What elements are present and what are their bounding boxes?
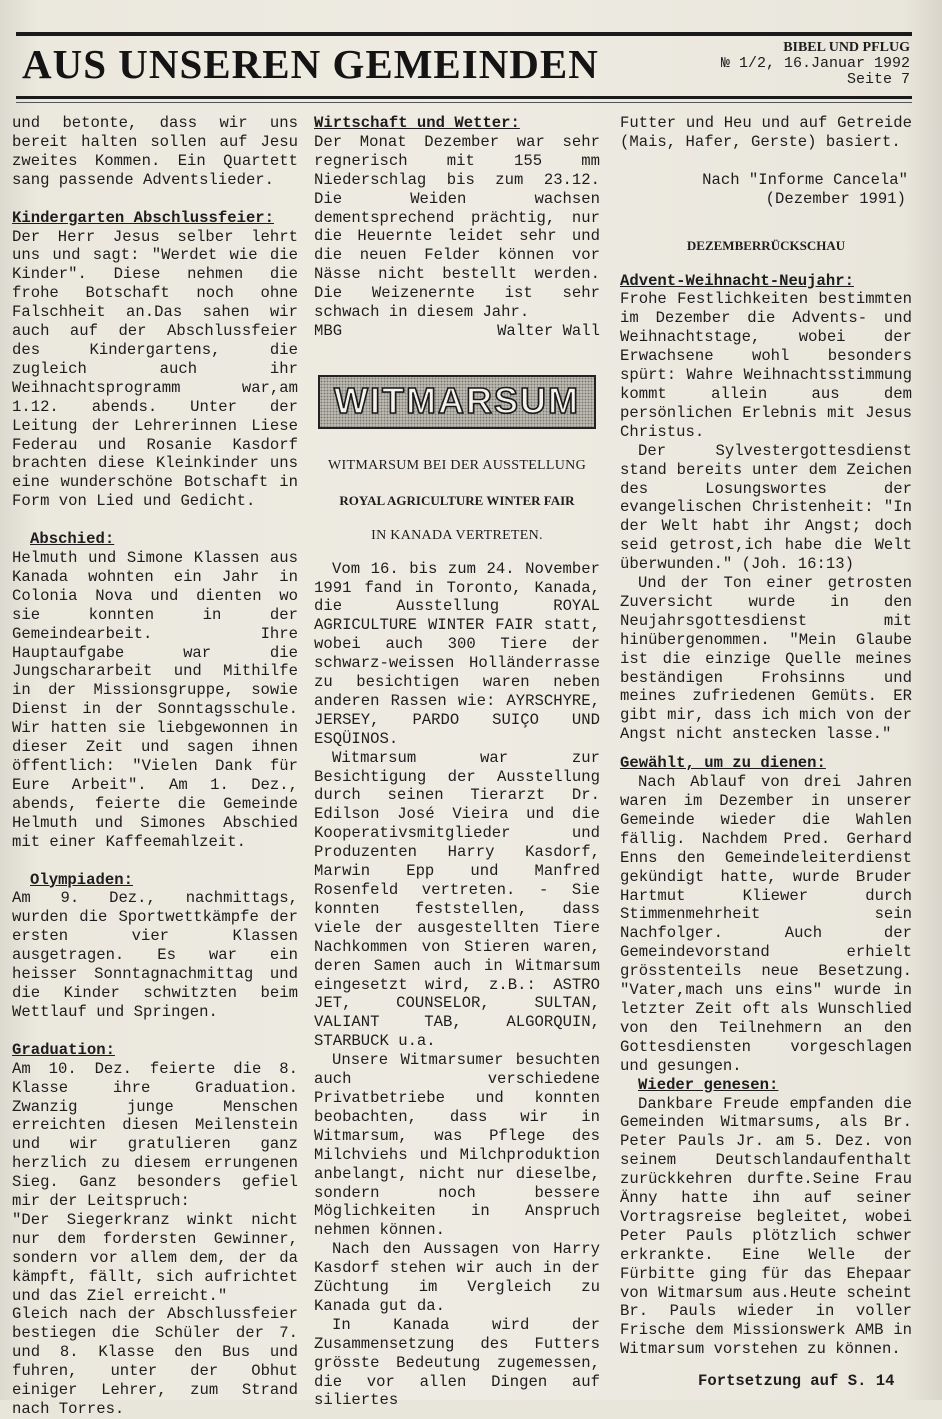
witmarsum-logo (318, 375, 596, 429)
abschied-text: Helmuth und Simone Klassen aus Kanada wohnten ein Jahr in Colonia Nova und dienten wo sie konnten in der Gemeindearbeit. Ihre Hauptaufgabe war die Jungschararbeit und Mithilfe in der Missionsgruppe, sowie Dienst in der Sonntagsschule. Wir hatten sie liebgewonnen in dieser Zeit und sagen ihnen öffentlich: "Vielen Dank für Eure Arbeit". Am 1. Dez., abends, feierte die Gemeinde Helmuth und Simones Abschied mit einer Kaffeemahlzeit. (12, 549, 298, 851)
header-top-rule (16, 32, 912, 36)
genesen-text: Dankbare Freude empfanden die Gemeinden Witmarsums, als Br. Peter Pauls Jr. am 5. Dez. von seinem Deutschlandaufenthalt zurückkehren durfte.Seine Frau Änny hatte ihn auf seiner Vortragsreise begleitet, wobei Peter Pauls plötzlich schwer erkrankte. Eine Welle der Fürbitte ging für das Ehepaar von Witmarsum aus.Heute scheint Br. Pauls wieder in voller Frische dem Missionswerk AMB in Witmarsum vorstehen zu können. (620, 1094, 912, 1359)
advent-paragraph-2: Der Sylvestergottesdienst stand bereits unter dem Zeichen des Losungswortes der evangelischen Christenheit: "In der Welt habt ihr Angst; doch seid getrost,ich habe die Welt überwunden." (Joh. 16:13) (620, 441, 912, 574)
source-line-2: (Dezember 1991) (765, 189, 906, 208)
article-paragraph-3: Unsere Witmarsumer besuchten auch verschiedene Privatbetriebe und konnten beobachten, dass wir in Witmarsum, was Pflege des Milchviehs und Milchproduktion anbelangt, nicht nur dieselbe, sondern noch bessere Möglichkeiten in Anspruch nehmen können. (314, 1051, 600, 1240)
article-paragraph-5: In Kanada wird der Zusammensetzung des Futters grösste Bedeutung zugemessen, die vor allen Dingen auf siliertes (314, 1315, 600, 1410)
publication-name: BIBEL UND PFLUG (783, 40, 910, 55)
page-number: Seite 7 (846, 71, 910, 88)
graduation-text: Am 10. Dez. feierte die 8. Klasse ihre Graduation. Zwanzig junge Menschen erreichten diesen Meilenstein und wir gratulieren ganz herzlich zu diesem errungenen Sieg. Ganz besonders gefiel mir der Leitspruch: (12, 1059, 298, 1211)
olympiaden-text: Am 9. Dez., nachmittags, wurden die Sportwettkämpfe der ersten vier Klassen ausgetragen. Es war ein heisser Sonntagnachmittag und die Kinder schwitzten beim Wettlauf und Springen. (12, 889, 298, 1021)
signature-author: Walter Wall (497, 321, 600, 340)
graduation-heading: Graduation: (12, 1040, 115, 1059)
abschied-heading: Abschied: (30, 530, 115, 549)
source-line-1: Nach "Informe Cancela" (702, 170, 908, 189)
signature-initials: MBG (314, 321, 343, 340)
article-subtitle-1: WITMARSUM BEI DER AUSSTELLUNG (328, 457, 586, 473)
kindergarten-heading: Kindergarten Abschlussfeier: (12, 208, 275, 227)
continued-intro: Futter und Heu und auf Getreide (Mais, Hafer, Gerste) basiert. (620, 114, 912, 151)
olympiaden-heading: Olympiaden: (30, 870, 133, 889)
issue-info (721, 40, 910, 88)
gewaehlt-heading: Gewählt, um zu dienen: (620, 754, 826, 773)
header-bottom-thin-rule (16, 102, 912, 103)
article-paragraph-1: Vom 16. bis zum 24. November 1991 fand in Toronto, Kanada, die Ausstellung ROYAL AGRICULTURE WINTER FAIR statt, wobei auch 300 Tiere der schwarz-weissen Holländerrasse zu besichtigen waren neben anderen Rassen wie: AYRSCHYRE, JERSEY, PARDO SUIÇO UND ESQÜINOS. (314, 559, 600, 748)
masthead-title: AUS UNSEREN GEMEINDEN (22, 41, 599, 87)
issue-number-date: № 1/2, 16.Januar 1992 (720, 55, 910, 72)
gewaehlt-text: Nach Ablauf von drei Jahren waren im Dezember in unserer Gemeinde wieder die Wahlen fällig. Nachdem Pred. Gerhard Enns den Gemeindeleiterdienst gekündigt hatte, wurde Bruder Hartmut Kliewer durch Stimmenmehrheit sein Nachfolger. Auch der Gemeindevorstand erhielt grösstenteils neue Besetzung. "Vater,mach uns eins" wurde in letzter Zeit oft als Wunschlied von den Teilnehmern an den Gottesdiensten vorgeschlagen und gesungen. (620, 773, 912, 1075)
column-left (12, 114, 298, 1419)
advent-paragraph-3: Und der Ton einer getrosten Zuversicht wurde in den Neujahrsgottesdienst mit hinübergenommen. "Mein Glaube ist die einzige Quelle meines beständigen Frohsinns und meines zufriedenen Gemüts. ER gibt mir, dass ich mich von der Angst nicht anstecken lasse." (620, 574, 912, 744)
graduation-after-quote: Gleich nach der Abschlussfeier bestiegen die Schüler der 7. und 8. Klasse den Bus und fuhren, unter der Obhut einiger Lehrer, zum Strand nach Torres. (12, 1305, 298, 1418)
column-middle (314, 114, 600, 1410)
wetter-text: Der Monat Dezember war sehr regnerisch mit 155 mm Niederschlag bis zum 23.12. Die Weiden wachsen dementsprechend prächtig, nur die Heuernte leidet sehr und die neuen Felder können vor Nässe nicht bestellt werden. Die Weizenernte ist sehr schwach in diesem Jahr. (314, 132, 600, 322)
article-paragraph-4: Nach den Aussagen von Harry Kasdorf stehen wir auch in der Züchtung im Vergleich zu Kanada gut da. (314, 1240, 600, 1315)
genesen-heading: Wieder genesen: (638, 1075, 779, 1094)
advent-heading: Advent-Weihnacht-Neujahr: (620, 271, 854, 290)
article-paragraph-2: Witmarsum war zur Besichtigung der Ausstellung durch seinen Tierarzt Dr. Edilson José Vieira und die Kooperativsmitglieder und Produzenten Harry Kasdorf, Marwin Epp und Manfred Rosenfeld vertreten. - Sie konnten feststellen, dass viele der ausgestellten Tiere Nachkommen von Stieren waren, deren Samen auch in Witmarsum eingesetzt wird, z.B.: ASTRO JET, COUNSELOR, SULTAN, VALIANT TAB, ALGORQUIN, STARBUCK u.a. (314, 748, 600, 1051)
rueckschau-title: DEZEMBERRÜCKSCHAU (686, 237, 846, 253)
article-subtitle-3: IN KANADA VERTRETEN. (371, 527, 543, 543)
graduation-quote: "Der Siegerkranz winkt nicht nur dem fordersten Gewinner, sondern vor allem dem, der da kämpft, fällt, sich aufrichtet und das Ziel erreicht." (12, 1210, 298, 1305)
article-subtitle-2: ROYAL AGRICULTURE WINTER FAIR (339, 492, 575, 508)
header-bottom-rule (16, 96, 912, 99)
signature-line (314, 322, 600, 341)
continued-on-page: Fortsetzung auf S. 14 (698, 1372, 895, 1390)
kindergarten-text: Der Herr Jesus selber lehrt uns und sagt: "Werdet wie die Kinder". Diese nehmen die frohe Botschaft noch ohne Falschheit an.Das sahen wir auch auf der Abschlussfeier des Kindergartens, die zugleich auch ihr Weihnachtsprogramm war,am 1.12. abends. Unter der Leitung der Lehrerinnen Liese Federau und Rosanie Kasdorf brachten diese Kleinkinder uns eine wunderschöne Botschaft in Form von Lied und Gedicht. (12, 227, 298, 511)
wetter-heading: Wirtschaft und Wetter: (314, 114, 520, 132)
intro-paragraph: und betonte, dass wir uns bereit halten sollen auf Jesu zweites Kommen. Ein Quartett sang passende Adventslieder. (12, 114, 298, 189)
advent-paragraph-1: Frohe Festlichkeiten bestimmten im Dezember die Advents- und Weihnachtstage, wobei der Erwachsene wohl besonders spürt: Wahre Weihnachtsstimmung kommt allein aus dem persönlichen Erlebnis mit Jesus Christus. (620, 290, 912, 441)
witmarsum-logo-text: WITMARSUM (334, 380, 580, 422)
column-right (620, 114, 912, 1359)
